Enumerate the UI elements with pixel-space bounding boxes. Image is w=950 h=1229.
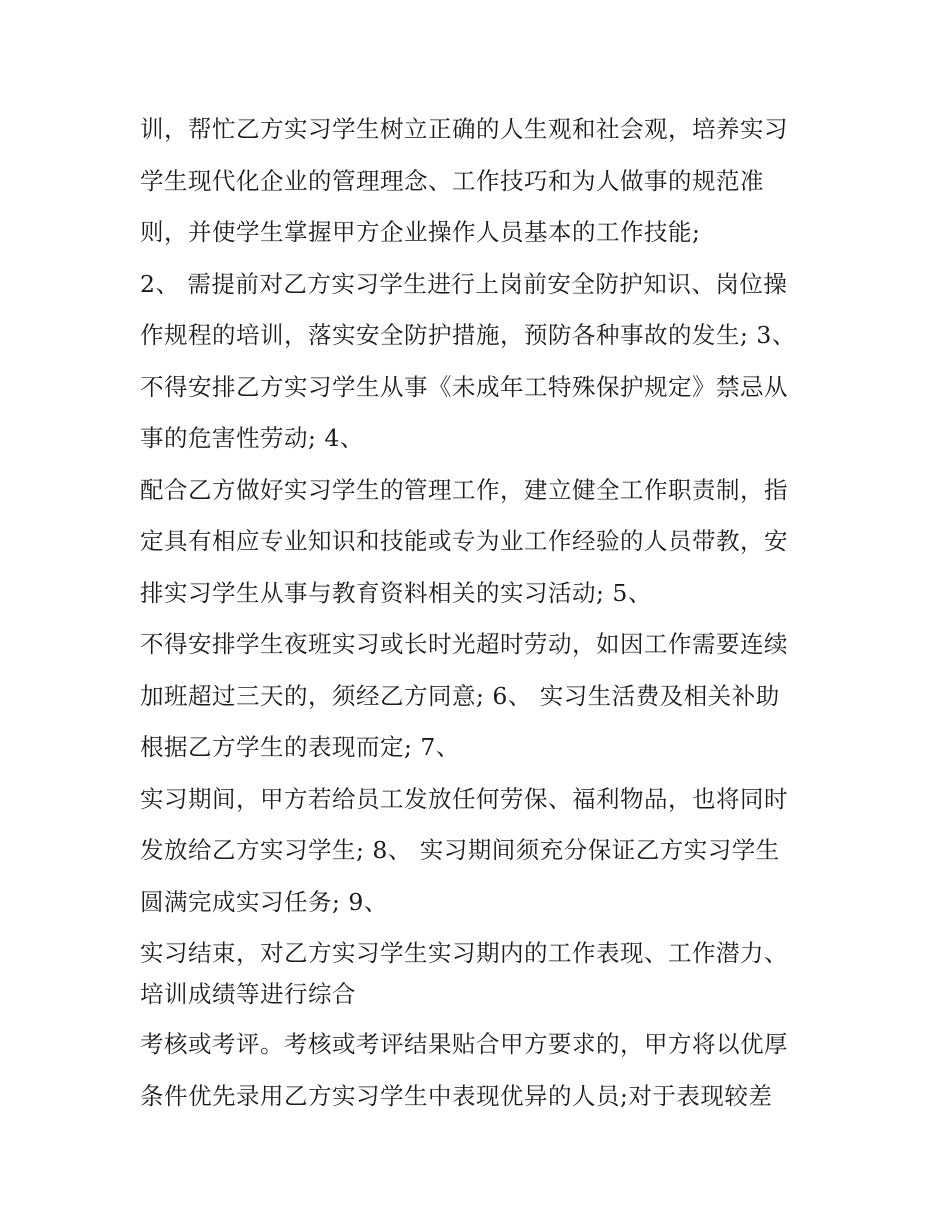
text-line: 实习结束，对乙方实习学生实习期内的工作表现、工作潜力、 [140, 939, 788, 967]
text-line: 配合乙方做好实习学生的管理工作，建立健全工作职责制，指 [140, 476, 788, 504]
text-line: 事的危害性劳动; 4、 [140, 424, 364, 452]
text-line: 定具有相应专业知识和技能或专为业工作经验的人员带教，安 [140, 527, 788, 555]
text-line: 圆满完成实习任务; 9、 [140, 888, 388, 916]
text-line: 发放给乙方实习学生; 8、 实习期间须充分保证乙方实习学生 [140, 836, 780, 864]
text-line: 不得安排学生夜班实习或长时光超时劳动，如因工作需要连续 [140, 630, 788, 658]
text-line: 则，并使学生掌握甲方企业操作人员基本的工作技能; [140, 218, 701, 246]
text-line: 学生现代化企业的管理理念、工作技巧和为人做事的规范准 [140, 167, 764, 195]
text-line: 根据乙方学生的表现而定; 7、 [140, 733, 460, 761]
text-line: 2、 需提前对乙方实习学生进行上岗前安全防护知识、岗位操 [140, 270, 788, 298]
text-line: 实习期间，甲方若给员工发放任何劳保、福利物品，也将同时 [140, 785, 788, 813]
text-line: 作规程的培训，落实安全防护措施，预防各种事故的发生; 3、 [140, 321, 796, 349]
text-line: 培训成绩等进行综合 [140, 980, 356, 1008]
text-line: 条件优先录用乙方实习学生中表现优异的人员;对于表现较差 [140, 1082, 773, 1110]
text-line: 加班超过三天的，须经乙方同意; 6、 实习生活费及相关补助 [140, 682, 780, 710]
text-line: 排实习学生从事与教育资料相关的实习活动; 5、 [140, 579, 652, 607]
text-line: 不得安排乙方实习学生从事《未成年工特殊保护规定》禁忌从 [140, 373, 788, 401]
text-line: 训，帮忙乙方实习学生树立正确的人生观和社会观，培养实习 [140, 115, 788, 143]
text-line: 考核或考评。考核或考评结果贴合甲方要求的，甲方将以优厚 [140, 1030, 788, 1058]
